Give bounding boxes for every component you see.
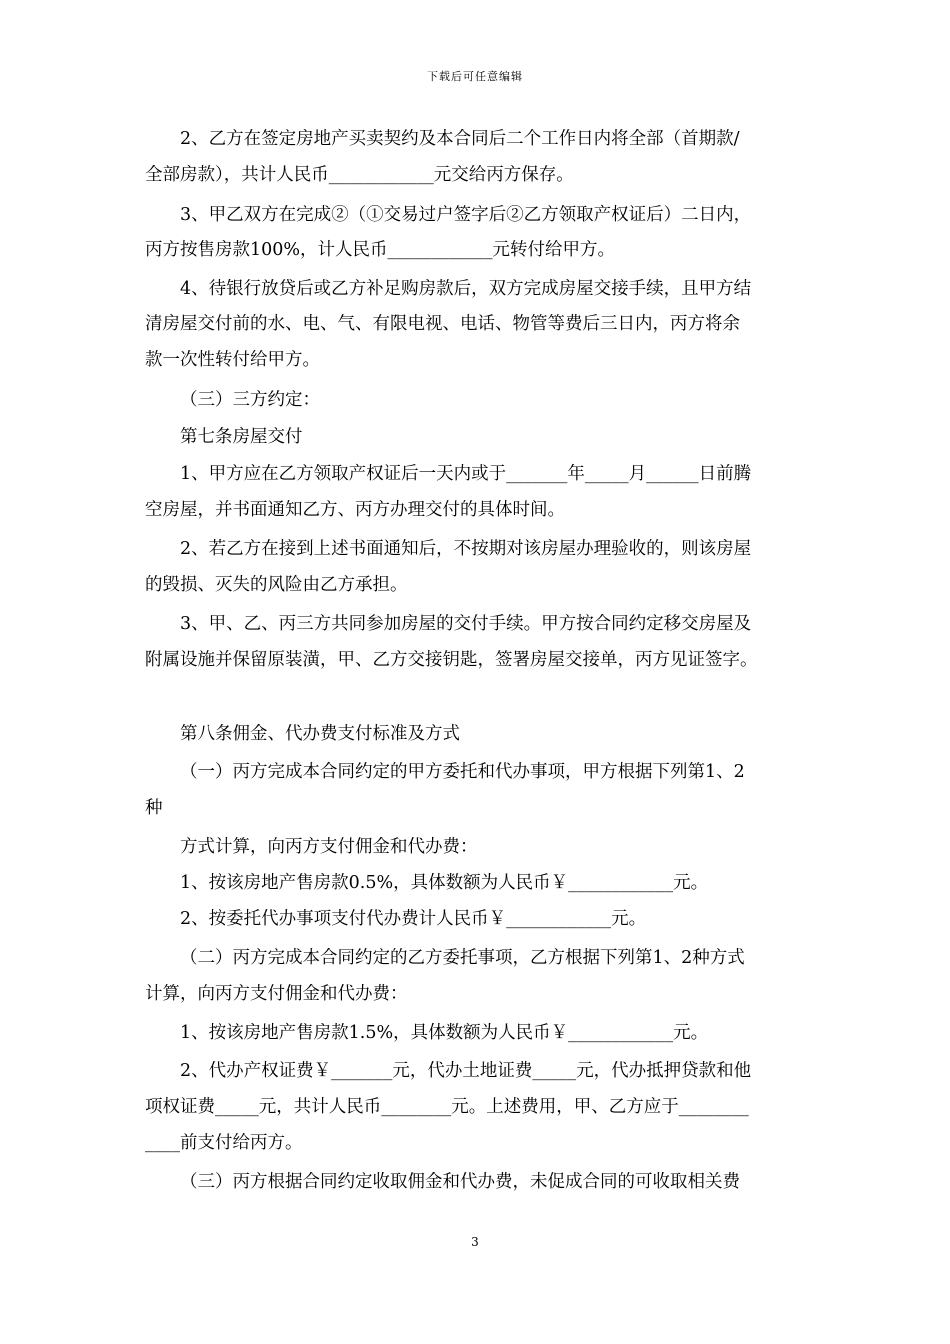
- article-heading: 第七条房屋交付: [180, 427, 303, 447]
- paragraph-line: 附属设施并保留原装潢，甲、乙方交接钥匙，签署房屋交接单，丙方见证签字。: [145, 650, 758, 670]
- section-heading: （三）三方约定：: [180, 390, 320, 410]
- paragraph-line: 2、乙方在签定房地产买卖契约及本合同后二个工作日内将全部（首期款/: [180, 129, 740, 149]
- paragraph-line: 2、若乙方在接到上述书面通知后，不按期对该房屋办理验收的，则该房屋: [180, 539, 752, 559]
- paragraph-line: 方式计算，向丙方支付佣金和代办费：: [180, 837, 478, 857]
- paragraph-line: 丙方按售房款100%，计人民币____________元转付给甲方。: [145, 240, 616, 260]
- paragraph-line: 款一次性转付给甲方。: [145, 350, 320, 370]
- paragraph-line: 3、甲、乙、丙三方共同参加房屋的交付手续。甲方按合同约定移交房屋及: [180, 614, 752, 634]
- page-header: 下载后可任意编辑: [427, 70, 523, 83]
- paragraph-line: 1、甲方应在乙方领取产权证后一天内或于_______年_____月______日前腾: [180, 464, 752, 484]
- paragraph-line: 2、代办产权证费￥_______元，代办土地证费_____元，代办抵押贷款和他: [180, 1061, 752, 1081]
- paragraph-line: 种: [145, 798, 163, 818]
- paragraph-line: 全部房款），共计人民币____________元交给丙方保存。: [145, 165, 574, 185]
- article-heading: 第八条佣金、代办费支付标准及方式: [180, 724, 460, 744]
- paragraph-line: 清房屋交付前的水、电、气、有限电视、电话、物管等费后三日内，丙方将余: [145, 314, 740, 334]
- paragraph-line: （一）丙方完成本合同约定的甲方委托和代办事项，甲方根据下列第1、2: [180, 762, 745, 782]
- paragraph-line: 的毁损、灭失的风险由乙方承担。: [145, 575, 408, 595]
- paragraph-line: 1、按该房地产售房款1.5%，具体数额为人民币￥____________元。: [180, 1023, 709, 1043]
- paragraph-line: 1、按该房地产售房款0.5%，具体数额为人民币￥____________元。: [180, 873, 709, 893]
- paragraph-line: 2、按委托代办事项支付代办费计人民币￥____________元。: [180, 909, 647, 929]
- paragraph-line: （二）丙方完成本合同约定的乙方委托事项，乙方根据下列第1、2种方式: [180, 948, 745, 968]
- paragraph-line: 空房屋，并书面通知乙方、丙方办理交付的具体时间。: [145, 500, 565, 520]
- page-number: 3: [471, 1235, 479, 1249]
- paragraph-line: 4、待银行放贷后或乙方补足购房款后，双方完成房屋交接手续，且甲方结: [180, 279, 752, 299]
- paragraph-line: 3、甲乙双方在完成②（①交易过户签字后②乙方领取产权证后）二日内，: [180, 205, 752, 225]
- paragraph-line: （三）丙方根据合同约定收取佣金和代办费，未促成合同的可收取相关费: [180, 1172, 740, 1192]
- paragraph-line: 项权证费_____元，共计人民币________元。上述费用，甲、乙方应于________: [145, 1097, 749, 1117]
- paragraph-line: ____前支付给丙方。: [145, 1133, 303, 1153]
- paragraph-line: 计算，向丙方支付佣金和代办费：: [145, 984, 408, 1004]
